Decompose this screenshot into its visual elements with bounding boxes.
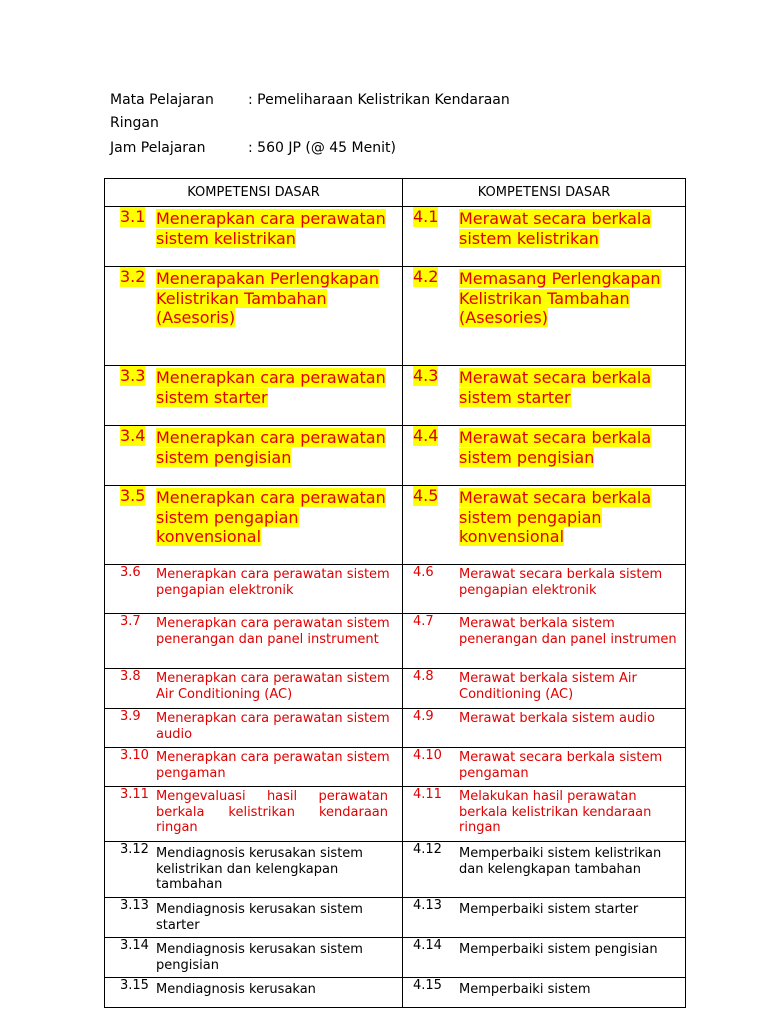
competency-text: Merawat secara berkala sistem pengapian konvensional (459, 488, 652, 546)
competency-number: 3.14 (120, 938, 149, 953)
competency-number: 4.9 (413, 709, 434, 724)
competency-number: 3.15 (120, 978, 149, 993)
competency-number: 4.15 (413, 978, 442, 993)
competency-number: 3.11 (120, 787, 149, 802)
competency-text: Menerapkan cara perawatan sistem pengaman (156, 750, 390, 781)
competency-text: Menerapkan cara perawatan sistem starter (156, 368, 386, 407)
table-row (105, 748, 686, 787)
competency-text: Mendiagnosis kerusakan (156, 982, 316, 997)
competency-number: 3.5 (120, 486, 146, 505)
table-row (105, 267, 686, 366)
competency-text: Merawat secara berkala sistem pengapian elektronik (459, 567, 663, 598)
competency-text: Menerapkan cara perawatan sistem pengapian konvensional (156, 488, 386, 546)
table-row (105, 898, 686, 938)
competency-text: Merawat secara berkala sistem pengisian (459, 428, 652, 467)
table-row (105, 426, 686, 486)
competency-text: Memperbaiki sistem (459, 982, 591, 997)
competency-text: Menerapkan cara perawatan sistem audio (156, 711, 390, 742)
competency-text: Menerapakan Perlengkapan Kelistrikan Tambahan (Asesoris) (156, 269, 379, 327)
competency-number: 4.13 (413, 898, 442, 913)
competency-text: Melakukan hasil perawatan berkala kelistrikan kendaraan ringan (459, 789, 652, 835)
competency-text: Merawat secara berkala sistem starter (459, 368, 652, 407)
competency-text: Merawat berkala sistem Air Conditioning (AC) (459, 671, 637, 702)
table-row (105, 978, 686, 1008)
competency-text: Menerapkan cara perawatan sistem pengisian (156, 428, 386, 467)
competency-number: 4.8 (413, 669, 434, 684)
competency-text: Menerapkan cara perawatan sistem pengapian elektronik (156, 567, 390, 598)
table-row (105, 787, 686, 842)
competency-text: Memperbaiki sistem kelistrikan dan kelengkapan tambahan (459, 846, 662, 877)
subject-label: Mata Pelajaran (110, 92, 214, 108)
hours-label: Jam Pelajaran (110, 140, 206, 156)
competency-text: Merawat secara berkala sistem kelistrikan (459, 209, 652, 248)
table-row (105, 938, 686, 978)
competency-text: Memperbaiki sistem starter (459, 902, 639, 917)
competency-text: Merawat secara berkala sistem pengaman (459, 750, 663, 781)
competency-number: 4.5 (413, 486, 439, 505)
competency-number: 3.4 (120, 426, 146, 445)
competency-text: Menerapkan cara perawatan sistem kelistrikan (156, 209, 386, 248)
hours-value: : 560 JP (@ 45 Menit) (248, 140, 396, 156)
competency-number: 3.12 (120, 842, 149, 857)
competency-number: 4.4 (413, 426, 439, 445)
table-row (105, 842, 686, 898)
table-row (105, 614, 686, 669)
table-row (105, 486, 686, 565)
competency-number: 4.3 (413, 366, 439, 385)
subject-value-wrap: Ringan (110, 115, 159, 131)
competency-number: 3.10 (120, 748, 149, 763)
column-header: KOMPETENSI DASAR (403, 179, 686, 207)
competency-text: Mendiagnosis kerusakan sistem starter (156, 902, 363, 933)
competency-number: 3.9 (120, 709, 141, 724)
competency-number: 4.12 (413, 842, 442, 857)
competency-number: 3.6 (120, 565, 141, 580)
competency-number: 4.7 (413, 614, 434, 629)
column-header: KOMPETENSI DASAR (105, 179, 403, 207)
competency-number: 3.2 (120, 267, 146, 286)
competency-text: Menerapkan cara perawatan sistem Air Conditioning (AC) (156, 671, 390, 702)
competency-number: 3.1 (120, 207, 146, 226)
competency-number: 4.14 (413, 938, 442, 953)
competency-number: 3.8 (120, 669, 141, 684)
competency-number: 3.13 (120, 898, 149, 913)
table-header-row (105, 179, 686, 207)
competency-text: Menerapkan cara perawatan sistem penerangan dan panel instrument (156, 616, 390, 647)
competency-number: 4.10 (413, 748, 442, 763)
subject-value: : Pemeliharaan Kelistrikan Kendaraan (248, 92, 510, 108)
table-row (105, 366, 686, 426)
competency-number: 4.1 (413, 207, 439, 226)
competency-text: Memasang Perlengkapan Kelistrikan Tambahan (Asesories) (459, 269, 661, 327)
competency-text: Merawat berkala sistem audio (459, 711, 655, 726)
competency-text: Mengevaluasi hasil perawatan berkala kelistrikan kendaraan ringan (156, 789, 388, 835)
competency-text: Memperbaiki sistem pengisian (459, 942, 658, 957)
competency-table (104, 178, 686, 1008)
competency-text: Mendiagnosis kerusakan sistem kelistrikan dan kelengkapan tambahan (156, 846, 363, 892)
table-row (105, 709, 686, 748)
competency-text: Merawat berkala sistem penerangan dan panel instrumen (459, 616, 677, 647)
competency-number: 3.3 (120, 366, 146, 385)
table-row (105, 669, 686, 709)
table-row (105, 565, 686, 614)
competency-number: 4.2 (413, 267, 439, 286)
competency-text: Mendiagnosis kerusakan sistem pengisian (156, 942, 363, 973)
table-row (105, 207, 686, 267)
competency-number: 4.6 (413, 565, 434, 580)
competency-number: 4.11 (413, 787, 442, 802)
competency-number: 3.7 (120, 614, 141, 629)
